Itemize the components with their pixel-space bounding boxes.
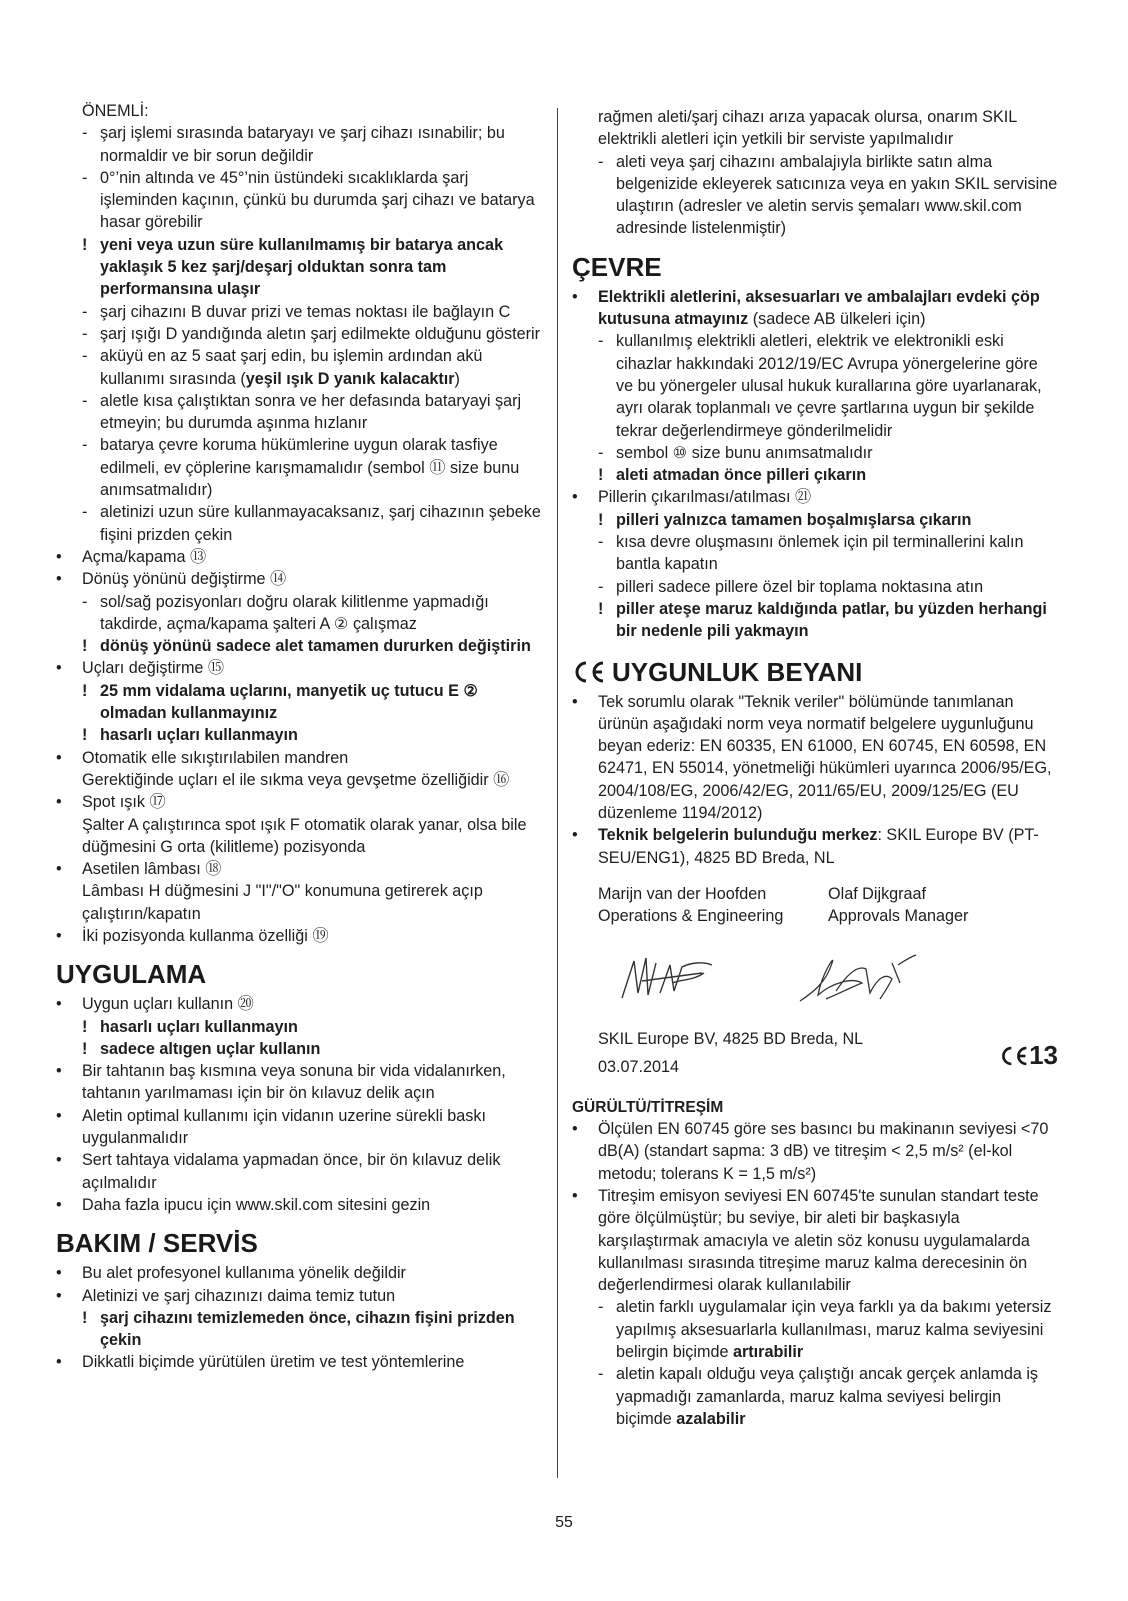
dash-marker: - [82, 391, 88, 410]
onemli-label: ÖNEMLİ: [82, 102, 149, 120]
gurultu-heading: GÜRÜLTÜ/TİTREŞİM [572, 1099, 724, 1117]
dash-item: - 0°’nin altında ve 45°’nin üstündeki sıcaklıklarda şarj işleminden kaçının, çünkü bu durumda şarj cihazı ve batarya hasar görebilir [56, 167, 542, 234]
signature-2-icon [792, 943, 922, 1013]
cevre-heading: ÇEVRE [572, 251, 662, 282]
uygunluk-bullet-1: • Tek sorumlu olarak "Teknik veriler" bölümünde tanımlanan ürünün aşağıdaki norm veya normatif belgelere uygunluğunu beyan ederiz: EN 60335, EN 61000, EN 60745, EN 60598, EN 62471, EN 55014, yönetmeliği hükümleri uyarınca 2006/95/EG, 2004/108/EG, 2006/42/EG, 2011/65/EU, 2009/125/EG (EU düzenleme 1194/2012) [572, 692, 1052, 823]
signatures [572, 928, 1058, 1028]
dash-marker: - [598, 577, 604, 596]
uygulama-list [56, 993, 542, 1216]
warning-item: ! aleti atmadan önce pilleri çıkarın [572, 464, 1058, 486]
bullet-item: • Aletinizi ve şarj cihazınızı daima temiz tutun [56, 1285, 542, 1307]
charging-list [56, 122, 542, 546]
bullet-marker: • [56, 860, 62, 879]
warning-item: ! hasarlı uçları kullanmayın [56, 1016, 542, 1038]
gurultu-bullet-1: • Ölçülen EN 60745 göre ses basıncı bu makinanın seviyesi <70 dB(A) (standart sapma: 3 dB) ve titreşim < 2,5 m/s² (el-kol metodu; tolerans K = 1,5 m/s²) [572, 1120, 1049, 1183]
dash-marker: - [82, 324, 88, 343]
issue-date: 03.07.2014 [598, 1057, 680, 1076]
bullet-item: • Spot ışık ⑰ Şalter A çalıştırınca spot ışık F otomatik olarak yanar, olsa bile düğmesini G orta (kilitleme) pozisyonda [56, 791, 542, 858]
features-list [56, 546, 542, 947]
dash-item: - kullanılmış elektrikli aletleri, elektrik ve elektronikli eski cihazlar hakkındaki 2012/19/EC Avrupa yönergelerine göre ve bu yönergeler ulusal hukuk kurallarına göre uyarlanarak, ayrı olarak toplanmalı ve çevre şartlarına uygun bir şekilde tekrar değerlendirmeye gönderilmelidir [572, 330, 1058, 441]
warning-item: ! 25 mm vidalama uçlarını, manyetik uç tutucu E ② olmadan kullanmayınız [56, 680, 542, 725]
bullet-marker: • [56, 659, 62, 678]
bullet-marker: • [56, 1106, 62, 1125]
cevre-bullet-1: • Elektrikli aletlerini, aksesuarları ve ambalajları evdeki çöp kutusuna atmayınız (sadece AB ülkeleri için) [572, 287, 1040, 329]
warning-icon: ! [82, 1039, 88, 1058]
bullet-item: • Asetilen lâmbası ⑱ Lâmbası H düğmesini J "I"/"O" konumuna getirerek açıp çalıştırın/kapatın [56, 858, 542, 925]
bullet-marker: • [56, 1286, 62, 1305]
signature-1-icon [612, 943, 722, 1013]
left-column [56, 100, 542, 1374]
bullet-item: • Uygun uçları kullanın ⑳ [56, 993, 542, 1015]
dash-marker: - [598, 332, 604, 351]
dash-item: - şarj işlemi sırasında bataryayı ve şarj cihazı ısınabilir; bu normaldir ve bir sorun değildir [56, 122, 542, 167]
column-divider [557, 108, 558, 1478]
dash-marker: - [82, 124, 88, 143]
warning-icon: ! [82, 681, 88, 700]
uygunluk-bullet-2: • Teknik belgelerin bulunduğu merkez: SKIL Europe BV (PT-SEU/ENG1), 4825 BD Breda, NL [572, 826, 1039, 867]
page-number: 55 [555, 1514, 573, 1531]
bullet-marker: • [56, 1264, 62, 1283]
warning-icon: ! [82, 235, 88, 254]
warning-item: ! hasarlı uçları kullanmayın [56, 724, 542, 746]
bullet-item: • Daha fazla ipucu için www.skil.com sitesini gezin [56, 1194, 542, 1216]
ce-mark-icon [999, 1044, 1029, 1068]
dash-marker: - [82, 168, 88, 187]
item-description: Gerektiğinde uçları el ile sıkma veya gevşetme özelliğidir ⑯ [82, 770, 510, 789]
bullet-marker: • [572, 488, 578, 507]
bullet-item: • Dönüş yönünü değiştirme ⑭ [56, 568, 542, 590]
warning-item: ! şarj cihazını temizlemeden önce, cihazın fişini prizden çekin [56, 1307, 542, 1352]
item-description: Şalter A çalıştırınca spot ışık F otomatik olarak yanar, olsa bile düğmesini G orta (kilitleme) pozisyonda [82, 815, 527, 856]
bullet-item: • Otomatik elle sıkıştırılabilen mandren Gerektiğinde uçları el ile sıkma veya gevşetme özelliğidir ⑯ [56, 747, 542, 792]
bullet-marker: • [56, 995, 62, 1014]
signatory-1: Marijn van der Hoofden Operations & Engineering [598, 884, 784, 926]
dash-item: - sol/sağ pozisyonları doğru olarak kilitlenme yapmadığı takdirde, açma/kapama şalteri A ② çalışmaz [56, 591, 542, 636]
dash-item: - sembol ⑩ size bunu anımsatmalıdır [572, 442, 1058, 464]
bakim-list [56, 1262, 542, 1373]
dash-item: - aletinizi uzun süre kullanmayacaksanız, şarj cihazının şebeke fişini prizden çekin [56, 501, 542, 546]
bullet-item: • Uçları değiştirme ⑮ [56, 657, 542, 679]
service-continuation: rağmen aleti/şarj cihazı arıza yapacak olursa, onarım SKIL elektrikli aletleri için yetkili bir serviste yapılmalıdır [598, 108, 1017, 149]
signatory-2: Olaf Dijkgraaf Approvals Manager [828, 884, 969, 926]
dash-marker: - [82, 302, 88, 321]
warning-icon: ! [82, 1017, 88, 1036]
signatories [572, 883, 1058, 928]
bullet-item: • Dikkatli biçimde yürütülen üretim ve test yöntemlerine [56, 1351, 542, 1373]
ce-mark-icon [572, 660, 606, 684]
cevre-list [572, 330, 1058, 642]
warning-item: ! piller ateşe maruz kaldığında patlar, bu yüzden herhangi bir nedenle pili yakmayın [572, 598, 1058, 643]
warning-icon: ! [82, 1308, 88, 1327]
warning-item: ! sadece altıgen uçlar kullanın [56, 1038, 542, 1060]
service-dash-item: - aleti veya şarj cihazını ambalajıyla birlikte satın alma belgenizide ekleyerek satıcınıza veya en yakın SKIL servisine ulaştırın (adresler ve aletin servis şemaları www.skil.com adresinde listelenmiştir) [598, 152, 1058, 238]
gurultu-bullet-2: • Titreşim emisyon seviyesi EN 60745'te sunulan standart teste göre ölçülmüştür; bu seviye, bir aleti bir başkasıyla karşılaştırmak amacıyla ve aletin söz konusu uygulamalarda kullanılması sırasında titreşime maruz kalma derecesinin ön değerlendirmesi olarak kullanılabilir [572, 1186, 1039, 1295]
item-description: Lâmbası H düğmesini J "I"/"O" konumuna getirerek açıp çalıştırın/kapatın [82, 882, 483, 923]
warning-icon: ! [82, 726, 88, 745]
dash-marker: - [598, 533, 604, 552]
bullet-marker: • [56, 1195, 62, 1214]
bakim-heading: BAKIM / SERVİS [56, 1228, 258, 1259]
uygunluk-heading: UYGUNLUK BEYANI [572, 657, 1058, 687]
warning-item: ! yeni veya uzun süre kullanılmamış bir batarya ancak yaklaşık 5 kez şarj/deşarj olduktan sonra tam performansına ulaşır [56, 234, 542, 301]
dash-item: - pilleri sadece pillere özel bir toplama noktasına atın [572, 576, 1058, 598]
issuer-block [572, 1028, 1058, 1079]
bullet-marker: • [56, 1353, 62, 1372]
dash-marker: - [82, 347, 88, 366]
warning-item: ! dönüş yönünü sadece alet tamamen dururken değiştirin [56, 635, 542, 657]
gurultu-dash-2: - aletin kapalı olduğu veya çalıştığı ancak gerçek anlamda iş yapmadığı zamanlarda, maruz kalma seviyesi belirgin biçimde azalabilir [598, 1365, 1039, 1428]
dash-item: - şarj cihazını B duvar prizi ve temas noktası ile bağlayın C [56, 301, 542, 323]
dash-item: - kısa devre oluşmasını önlemek için pil terminallerini kalın bantla kapatın [572, 531, 1058, 576]
bullet-item: • İki pozisyonda kullanma özelliği ⑲ [56, 925, 542, 947]
bullet-item: • Açma/kapama ⑬ [56, 546, 542, 568]
warning-icon: ! [82, 637, 88, 656]
dash-item: - şarj ışığı D yandığında aletın şarj edilmekte olduğunu gösterir [56, 323, 542, 345]
dash-item: - aküyü en az 5 saat şarj edin, bu işlemin ardından akü kullanımı sırasında (yeşil ışık D yanık kalacaktır) [56, 345, 542, 390]
bullet-item: • Aletin optimal kullanımı için vidanın uzerine sürekli baskı uygulanmalıdır [56, 1105, 542, 1150]
bullet-marker: • [56, 570, 62, 589]
bullet-marker: • [56, 1062, 62, 1081]
bullet-marker: • [56, 547, 62, 566]
warning-icon: ! [598, 599, 604, 618]
bullet-item: • Sert tahtaya vidalama yapmadan önce, bir ön kılavuz delik açılmalıdır [56, 1149, 542, 1194]
dash-item: - aletle kısa çalıştıktan sonra ve her defasında bataryayi şarj etmeyin; bu durumda aşınma hızlanır [56, 390, 542, 435]
dash-marker: - [598, 443, 604, 462]
warning-icon: ! [598, 510, 604, 529]
bullet-marker: • [56, 793, 62, 812]
warning-icon: ! [598, 466, 604, 485]
bullet-item: • Bu alet profesyonel kullanıma yönelik değildir [56, 1262, 542, 1284]
bullet-marker: • [56, 748, 62, 767]
dash-item: - batarya çevre koruma hükümlerine uygun olarak tasfiye edilmeli, ev çöplerine karışmamalıdır (sembol ⑪ size bunu anımsatmalıdır) [56, 434, 542, 501]
bullet-marker: • [56, 926, 62, 945]
right-column [572, 106, 1058, 1430]
bullet-item: • Pillerin çıkarılması/atılması ㉑ [572, 486, 1058, 508]
dash-marker: - [82, 592, 88, 611]
bullet-marker: • [56, 1151, 62, 1170]
uygulama-heading: UYGULAMA [56, 959, 207, 990]
warning-item: ! pilleri yalnızca tamamen boşalmışlarsa çıkarın [572, 509, 1058, 531]
bullet-item: • Bir tahtanın baş kısmına veya sonuna bir vida vidalanırken, tahtanın yarılmaması için bir ön kılavuz delik açın [56, 1060, 542, 1105]
dash-marker: - [82, 436, 88, 455]
company-address: SKIL Europe BV, 4825 BD Breda, NL [598, 1029, 864, 1048]
ce-year-mark: 13 [999, 1044, 1058, 1068]
gurultu-dash-1: - aletin farklı uygulamalar için veya farklı ya da bakımı yetersiz yapılmış aksesuarlarla kullanılması, maruz kalma seviyesini belirgin biçimde artırabilir [598, 1298, 1052, 1362]
dash-marker: - [82, 503, 88, 522]
